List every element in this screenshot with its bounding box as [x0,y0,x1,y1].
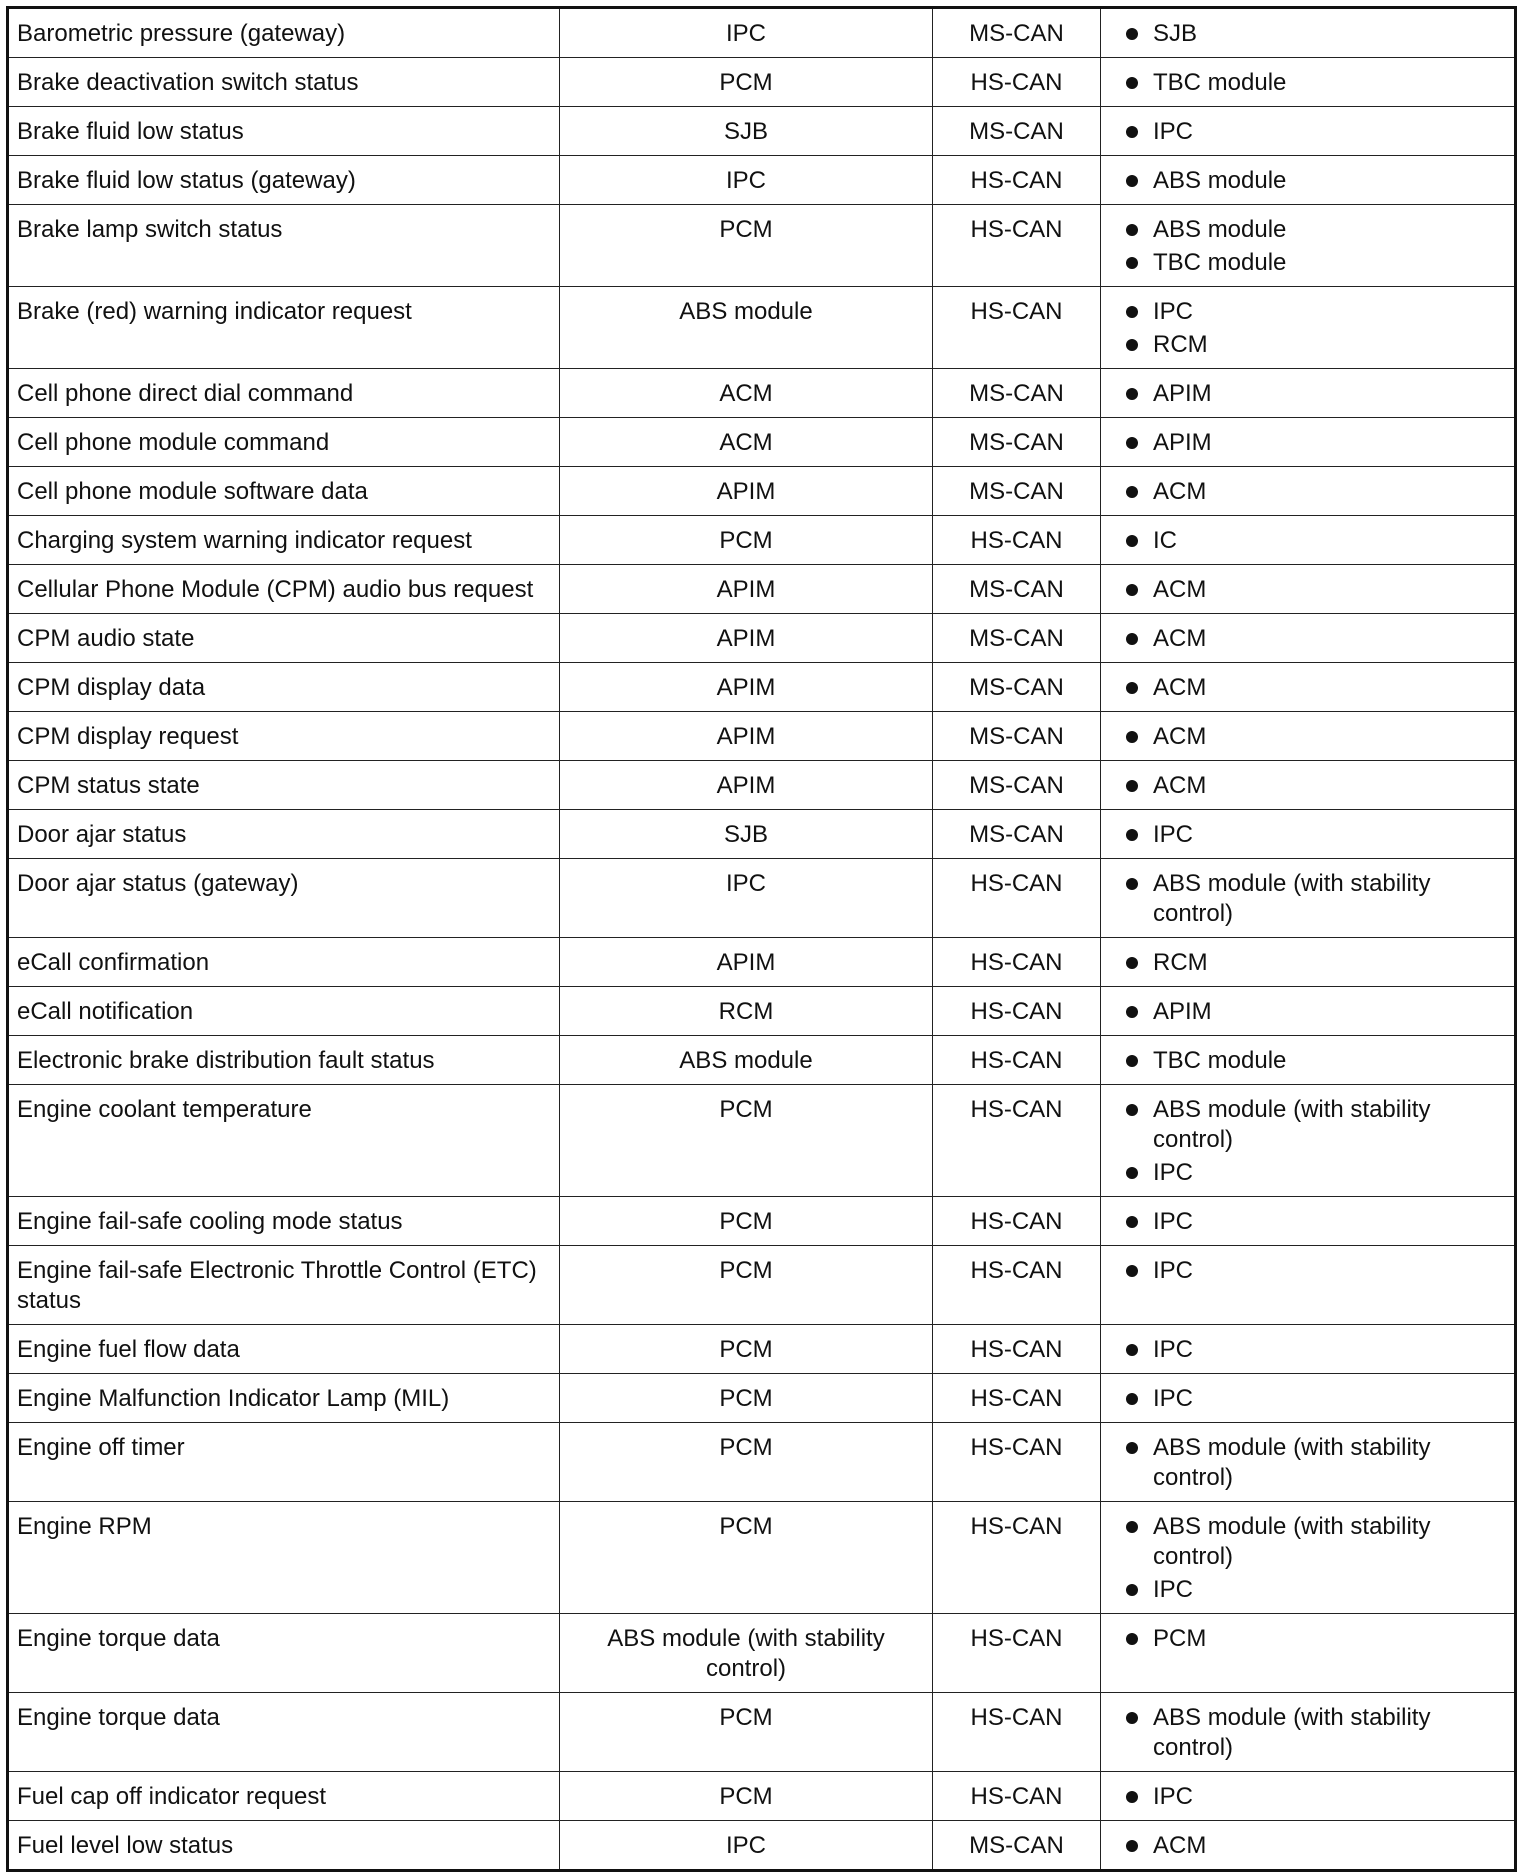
receiver-list [1119,1831,1506,1861]
receiver-list [1119,1207,1506,1237]
network-cell: HS-CAN [933,516,1101,565]
network-cell: HS-CAN [933,1036,1101,1085]
receivers-cell [1101,8,1516,58]
originator-cell: APIM [560,761,933,810]
network-cell: HS-CAN [933,1197,1101,1246]
receiver-list [1119,997,1506,1027]
receiver-list [1119,722,1506,752]
receiver-list-item: TBC module [1119,248,1506,278]
originator-cell: APIM [560,938,933,987]
table-row [8,156,1516,205]
signal-name-cell: Barometric pressure (gateway) [8,8,560,58]
signal-name-cell: Fuel cap off indicator request [8,1772,560,1821]
originator-cell: PCM [560,1423,933,1502]
receiver-list [1119,1384,1506,1414]
table-row [8,1085,1516,1197]
originator-cell: PCM [560,1693,933,1772]
receiver-list-item: ACM [1119,673,1506,703]
receiver-list [1119,68,1506,98]
receiver-list-item: IC [1119,526,1506,556]
signal-name-cell: Brake lamp switch status [8,205,560,287]
receiver-list [1119,379,1506,409]
receiver-list-item: IPC [1119,820,1506,850]
network-cell: MS-CAN [933,761,1101,810]
table-row [8,58,1516,107]
receiver-list [1119,948,1506,978]
receivers-cell [1101,987,1516,1036]
receivers-cell [1101,1502,1516,1614]
originator-cell: RCM [560,987,933,1036]
originator-cell: ACM [560,369,933,418]
receivers-cell [1101,1772,1516,1821]
signal-name-cell: Engine fuel flow data [8,1325,560,1374]
receiver-list-item: APIM [1119,997,1506,1027]
receiver-list-item: IPC [1119,1575,1506,1605]
originator-cell: PCM [560,1197,933,1246]
receiver-list-item: IPC [1119,1384,1506,1414]
receivers-cell [1101,810,1516,859]
receivers-cell [1101,1036,1516,1085]
receiver-list [1119,1703,1506,1763]
receiver-list [1119,820,1506,850]
table-row [8,467,1516,516]
receiver-list [1119,428,1506,458]
receivers-cell [1101,712,1516,761]
signal-name-cell: Engine fail-safe cooling mode status [8,1197,560,1246]
receiver-list-item: ABS module (with stability control) [1119,1095,1506,1155]
signal-name-cell: Brake fluid low status [8,107,560,156]
receiver-list-item: ACM [1119,575,1506,605]
network-cell: HS-CAN [933,938,1101,987]
receivers-cell [1101,761,1516,810]
network-cell: HS-CAN [933,1693,1101,1772]
signal-name-cell: eCall confirmation [8,938,560,987]
receivers-cell [1101,1614,1516,1693]
signal-name-cell: Engine fail-safe Electronic Throttle Control (ETC) status [8,1246,560,1325]
table-row [8,1502,1516,1614]
receiver-list-item: ABS module [1119,166,1506,196]
receiver-list-item: IPC [1119,1782,1506,1812]
table-row [8,663,1516,712]
receivers-cell [1101,1374,1516,1423]
table-row [8,1374,1516,1423]
network-cell: HS-CAN [933,1423,1101,1502]
receiver-list-item: ACM [1119,771,1506,801]
receivers-cell [1101,663,1516,712]
network-cell: MS-CAN [933,663,1101,712]
receiver-list [1119,1046,1506,1076]
signal-name-cell: CPM display data [8,663,560,712]
receiver-list-item: ABS module (with stability control) [1119,869,1506,929]
originator-cell: IPC [560,1821,933,1871]
signal-name-cell: CPM audio state [8,614,560,663]
receiver-list [1119,624,1506,654]
originator-cell: APIM [560,565,933,614]
originator-cell: PCM [560,1502,933,1614]
receiver-list [1119,297,1506,360]
network-cell: HS-CAN [933,58,1101,107]
table-row [8,418,1516,467]
network-cell: HS-CAN [933,987,1101,1036]
originator-cell: SJB [560,810,933,859]
network-cell: MS-CAN [933,369,1101,418]
signal-name-cell: Brake (red) warning indicator request [8,287,560,369]
receivers-cell [1101,614,1516,663]
receivers-cell [1101,418,1516,467]
signal-name-cell: Cell phone module command [8,418,560,467]
receiver-list-item: SJB [1119,19,1506,49]
originator-cell: ABS module [560,1036,933,1085]
receiver-list-item: ACM [1119,624,1506,654]
originator-cell: PCM [560,1374,933,1423]
network-cell: HS-CAN [933,1772,1101,1821]
receivers-cell [1101,369,1516,418]
receiver-list-item: ABS module (with stability control) [1119,1512,1506,1572]
signal-name-cell: Engine off timer [8,1423,560,1502]
table-row [8,1197,1516,1246]
receivers-cell [1101,1325,1516,1374]
receiver-list-item: TBC module [1119,1046,1506,1076]
table-row [8,1693,1516,1772]
receivers-cell [1101,205,1516,287]
receiver-list [1119,1335,1506,1365]
receiver-list-item: ACM [1119,1831,1506,1861]
network-cell: HS-CAN [933,156,1101,205]
network-cell: MS-CAN [933,1821,1101,1871]
signal-name-cell: Cell phone module software data [8,467,560,516]
receiver-list-item: IPC [1119,1256,1506,1286]
network-cell: HS-CAN [933,1614,1101,1693]
receiver-list [1119,1512,1506,1605]
network-cell: HS-CAN [933,205,1101,287]
receiver-list [1119,526,1506,556]
receivers-cell [1101,1423,1516,1502]
network-cell: MS-CAN [933,565,1101,614]
signal-name-cell: Brake deactivation switch status [8,58,560,107]
receiver-list [1119,1624,1506,1654]
network-cell: HS-CAN [933,1246,1101,1325]
network-cell: HS-CAN [933,1374,1101,1423]
table-row [8,1246,1516,1325]
table-row [8,1614,1516,1693]
receivers-cell [1101,1821,1516,1871]
network-cell: MS-CAN [933,107,1101,156]
network-cell: MS-CAN [933,712,1101,761]
signal-name-cell: Charging system warning indicator request [8,516,560,565]
receiver-list-item: APIM [1119,428,1506,458]
originator-cell: ABS module (with stability control) [560,1614,933,1693]
receivers-cell [1101,107,1516,156]
receiver-list-item: ABS module [1119,215,1506,245]
network-cell: MS-CAN [933,8,1101,58]
receivers-cell [1101,1246,1516,1325]
originator-cell: APIM [560,614,933,663]
table-row [8,614,1516,663]
originator-cell: PCM [560,58,933,107]
table-row [8,1821,1516,1871]
receiver-list-item: IPC [1119,1335,1506,1365]
receivers-cell [1101,287,1516,369]
network-cell: HS-CAN [933,1502,1101,1614]
table-row [8,287,1516,369]
receiver-list [1119,117,1506,147]
table-row [8,1325,1516,1374]
receiver-list-item: ABS module (with stability control) [1119,1703,1506,1763]
signal-name-cell: Engine torque data [8,1614,560,1693]
originator-cell: IPC [560,8,933,58]
signal-name-cell: Door ajar status (gateway) [8,859,560,938]
receiver-list-item: IPC [1119,1207,1506,1237]
receiver-list [1119,673,1506,703]
receiver-list-item: IPC [1119,297,1506,327]
signal-name-cell: Engine Malfunction Indicator Lamp (MIL) [8,1374,560,1423]
receivers-cell [1101,467,1516,516]
network-cell: HS-CAN [933,859,1101,938]
receivers-cell [1101,1693,1516,1772]
receiver-list [1119,1433,1506,1493]
originator-cell: ACM [560,418,933,467]
originator-cell: PCM [560,1085,933,1197]
signal-name-cell: Engine RPM [8,1502,560,1614]
receivers-cell [1101,859,1516,938]
receivers-cell [1101,1085,1516,1197]
originator-cell: PCM [560,1325,933,1374]
receiver-list [1119,215,1506,278]
receiver-list [1119,1782,1506,1812]
originator-cell: PCM [560,516,933,565]
receiver-list-item: ACM [1119,722,1506,752]
table-row [8,810,1516,859]
originator-cell: PCM [560,1246,933,1325]
table-row [8,1772,1516,1821]
table-row [8,369,1516,418]
network-cell: HS-CAN [933,1325,1101,1374]
originator-cell: IPC [560,859,933,938]
receiver-list-item: PCM [1119,1624,1506,1654]
signal-name-cell: CPM display request [8,712,560,761]
originator-cell: ABS module [560,287,933,369]
table-row [8,516,1516,565]
signal-name-cell: eCall notification [8,987,560,1036]
receivers-cell [1101,1197,1516,1246]
originator-cell: APIM [560,663,933,712]
table-row [8,205,1516,287]
receiver-list-item: APIM [1119,379,1506,409]
network-cell: MS-CAN [933,418,1101,467]
table-row [8,859,1516,938]
network-cell: MS-CAN [933,810,1101,859]
receiver-list [1119,575,1506,605]
originator-cell: APIM [560,467,933,516]
receivers-cell [1101,156,1516,205]
table-row [8,1036,1516,1085]
receiver-list [1119,1256,1506,1286]
receiver-list [1119,771,1506,801]
signal-name-cell: Brake fluid low status (gateway) [8,156,560,205]
receiver-list-item: IPC [1119,1158,1506,1188]
signal-name-cell: CPM status state [8,761,560,810]
receivers-cell [1101,938,1516,987]
originator-cell: SJB [560,107,933,156]
receivers-cell [1101,516,1516,565]
originator-cell: IPC [560,156,933,205]
receiver-list-item: ACM [1119,477,1506,507]
signal-name-cell: Fuel level low status [8,1821,560,1871]
originator-cell: APIM [560,712,933,761]
signal-name-cell: Electronic brake distribution fault status [8,1036,560,1085]
receiver-list-item: ABS module (with stability control) [1119,1433,1506,1493]
table-row [8,8,1516,58]
table-row [8,761,1516,810]
receiver-list [1119,869,1506,929]
receiver-list [1119,19,1506,49]
receivers-cell [1101,58,1516,107]
table-row [8,107,1516,156]
receiver-list [1119,477,1506,507]
table-row [8,938,1516,987]
receiver-list-item: IPC [1119,117,1506,147]
network-cell: HS-CAN [933,287,1101,369]
network-message-table [6,6,1517,1872]
network-cell: MS-CAN [933,614,1101,663]
table-row [8,712,1516,761]
signal-name-cell: Engine coolant temperature [8,1085,560,1197]
table-row [8,1423,1516,1502]
receiver-list-item: TBC module [1119,68,1506,98]
table-body [8,8,1516,1871]
network-cell: MS-CAN [933,467,1101,516]
receiver-list-item: RCM [1119,330,1506,360]
signal-name-cell: Engine torque data [8,1693,560,1772]
receiver-list [1119,1095,1506,1188]
table-row [8,565,1516,614]
receiver-list [1119,166,1506,196]
originator-cell: PCM [560,1772,933,1821]
signal-name-cell: Cellular Phone Module (CPM) audio bus request [8,565,560,614]
originator-cell: PCM [560,205,933,287]
signal-name-cell: Cell phone direct dial command [8,369,560,418]
receiver-list-item: RCM [1119,948,1506,978]
signal-name-cell: Door ajar status [8,810,560,859]
receivers-cell [1101,565,1516,614]
table-row [8,987,1516,1036]
network-cell: HS-CAN [933,1085,1101,1197]
